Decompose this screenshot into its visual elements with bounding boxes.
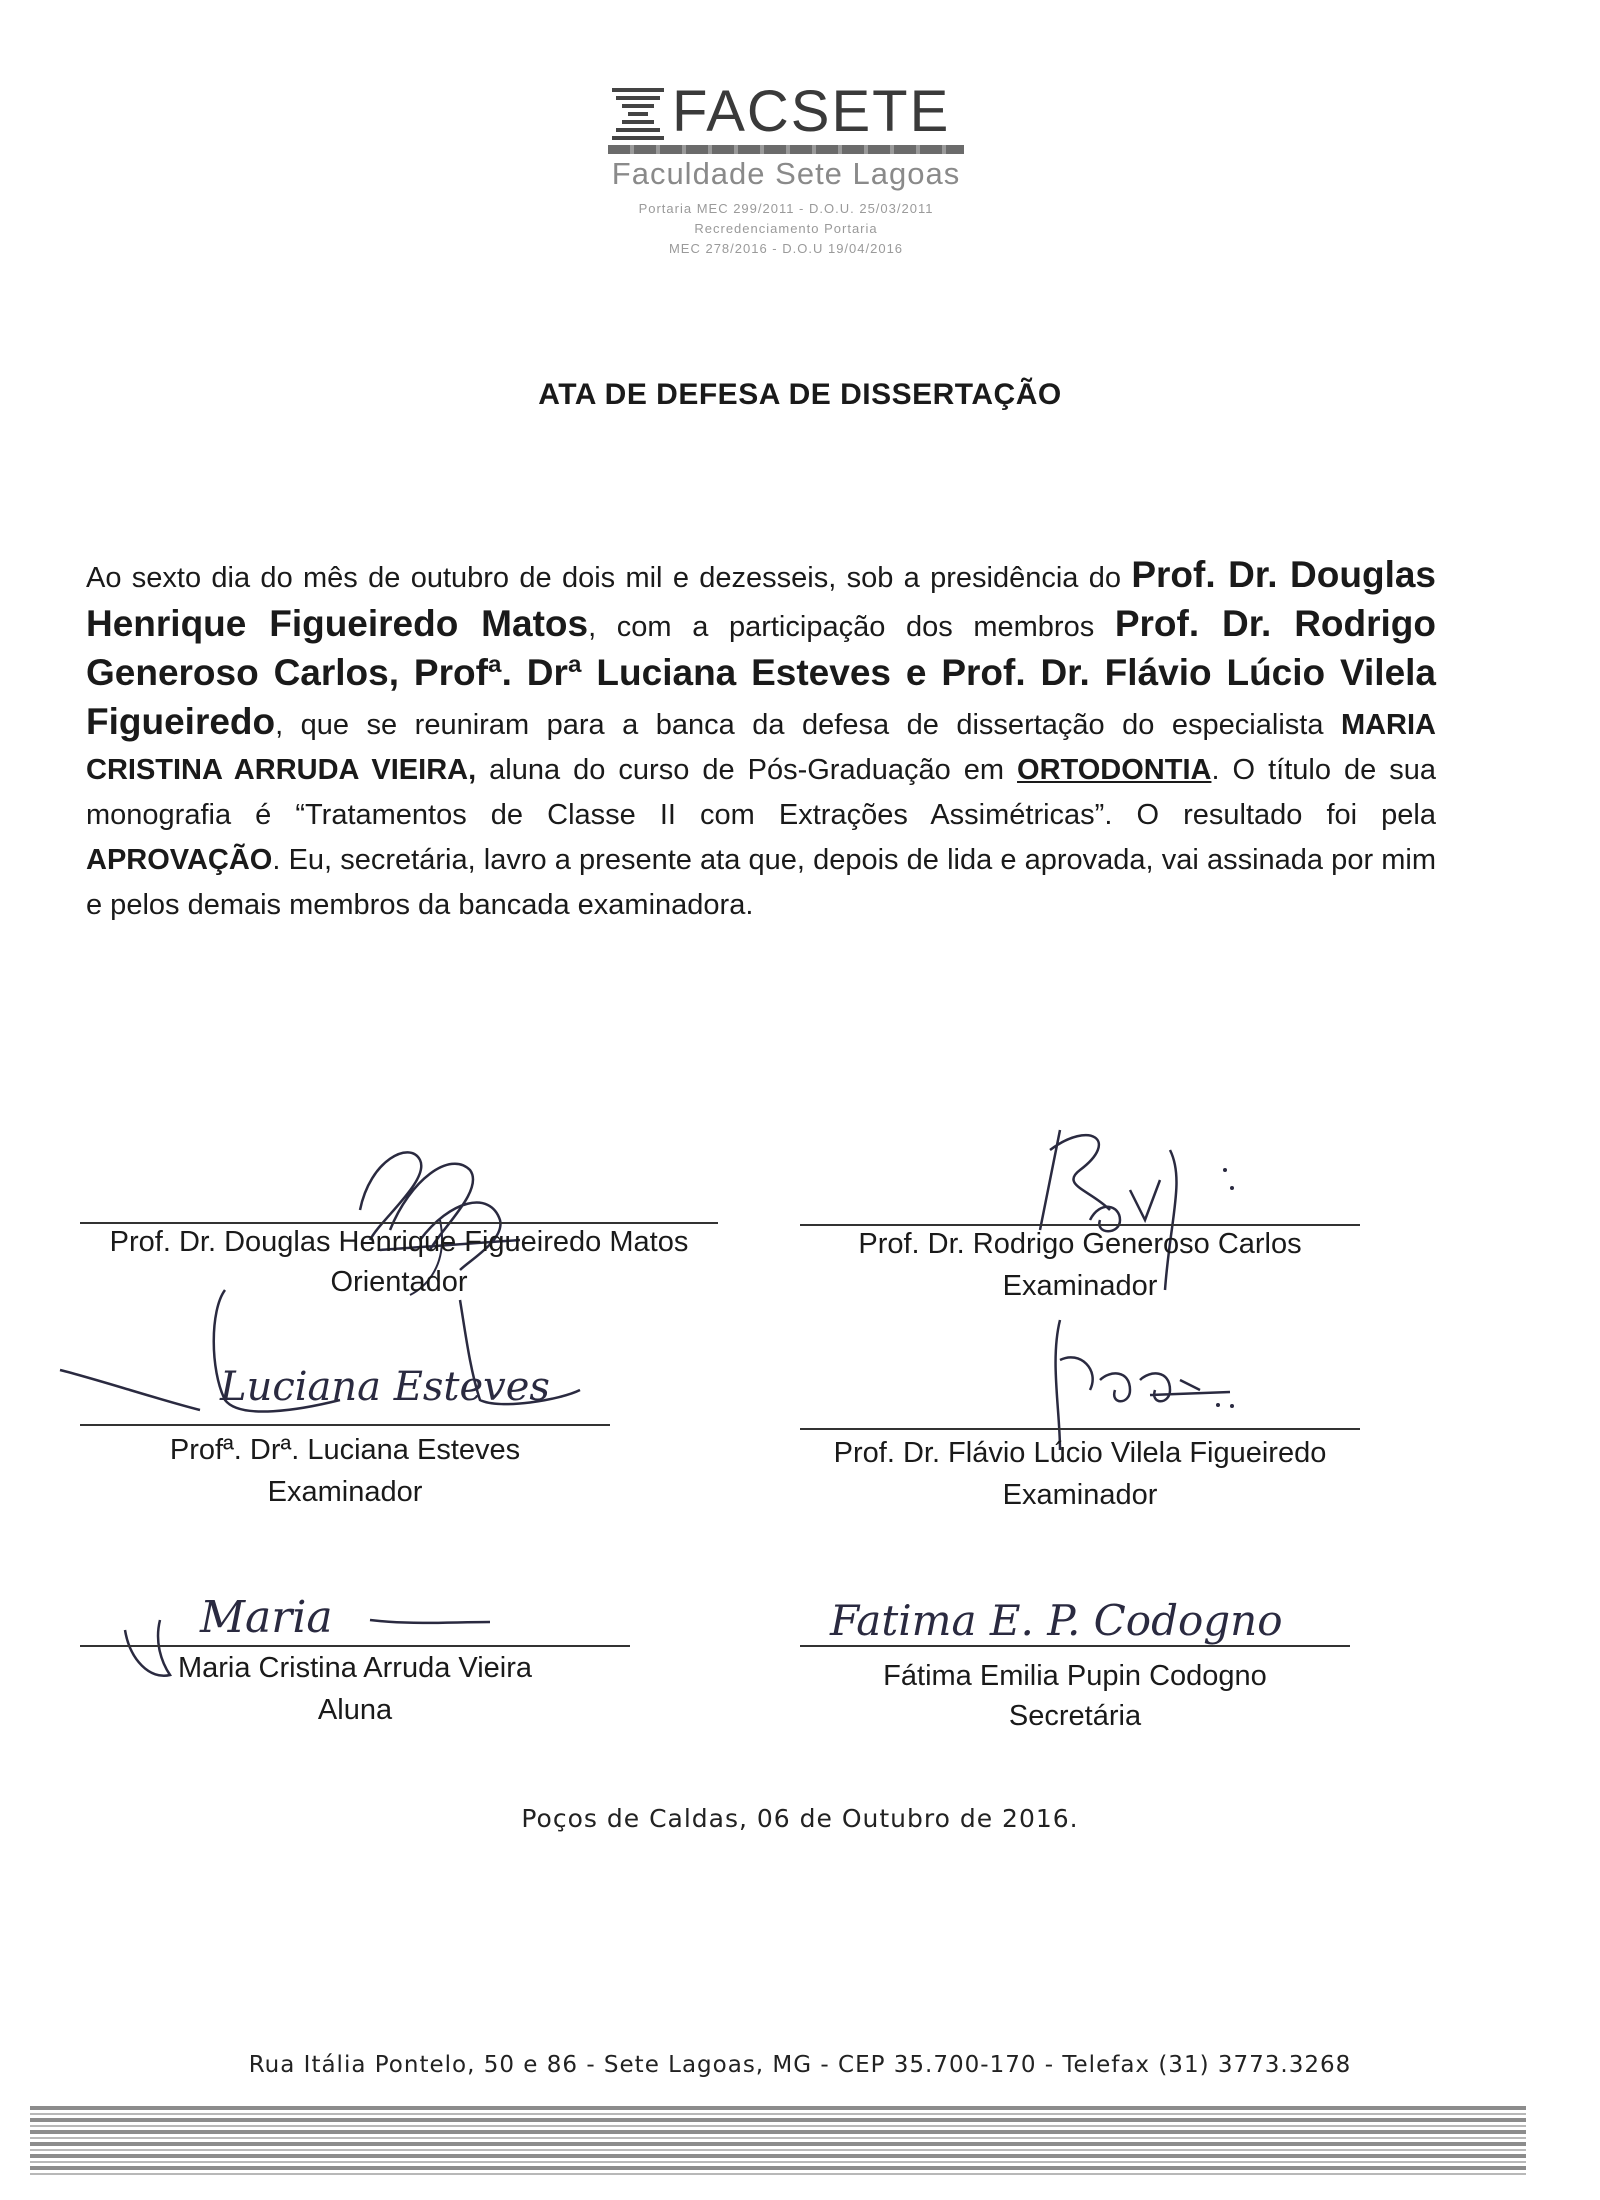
signature-line — [80, 1222, 718, 1224]
signature-text: Luciana Esteves — [220, 1364, 550, 1410]
signer-name: Prof. Dr. Rodrigo Generoso Carlos — [858, 1228, 1302, 1260]
text-segment: aluna do curso de Pós-Graduação em — [476, 754, 1018, 786]
signature-text: Fatima E. P. Codogno — [830, 1596, 1283, 1645]
handwritten-signature — [820, 1580, 1380, 1660]
signer-role: Examinador — [1002, 1270, 1158, 1302]
text-segment: Ao sexto dia do mês de outubro de dois mil e dezesseis, sob a presidência do — [86, 562, 1132, 594]
text-segment: , que se reuniram para a banca da defesa de dissertação do especialista — [275, 709, 1341, 741]
text-segment: . O título de sua monografia é “Tratamentos de Classe II com Extrações Assimétricas”. O resultado foi pela — [86, 754, 1437, 831]
signature-line — [80, 1424, 610, 1426]
signer-name: Prof. Dr. Flávio Lúcio Vilela Figueiredo — [833, 1437, 1327, 1469]
member-name: Profª. Drª Luciana Esteves — [413, 652, 891, 693]
result-value: APROVAÇÃO — [86, 844, 273, 876]
accreditation-line-2: Recredenciamento Portaria — [694, 221, 878, 236]
logo-subtitle: Faculdade Sete Lagoas — [611, 156, 961, 191]
signature-line — [800, 1224, 1360, 1226]
minutes-paragraph — [86, 552, 1436, 928]
signer-name: Maria Cristina Arruda Vieira — [177, 1652, 533, 1684]
signer-role: Aluna — [317, 1694, 393, 1726]
signer-role: Examinador — [267, 1476, 423, 1508]
member-name: Prof. Dr. Rodrigo Generoso Carlos — [86, 603, 1436, 693]
text-segment: . Eu, secretária, lavro a presente ata que, depois de lida e aprovada, vai assinada por mim e pelos demais membros da bancada examinadora. — [86, 844, 1436, 921]
signer-role: Secretária — [1008, 1700, 1142, 1732]
footer-address: Rua Itália Pontelo, 50 e 86 - Sete Lagoas, MG - CEP 35.700-170 - Telefax (31) 3773.3268 — [248, 2052, 1352, 2078]
signature-line — [800, 1645, 1350, 1647]
logo-divider-bar — [608, 145, 964, 154]
separator: , — [388, 652, 414, 693]
place-and-date: Poços de Caldas, 06 de Outubro de 2016. — [521, 1804, 1079, 1833]
student-name: MARIA CRISTINA ARRUDA VIEIRA, — [86, 709, 1436, 786]
signer-name: Fátima Emilia Pupin Codogno — [883, 1660, 1267, 1692]
separator: e — [891, 652, 942, 693]
member-name: Prof. Dr. Flávio Lúcio Vilela Figueiredo — [86, 652, 1436, 742]
text-segment: , com a participação dos membros — [588, 611, 1115, 643]
signer-name: Profª. Drª. Luciana Esteves — [169, 1434, 521, 1466]
institution-logo — [600, 78, 980, 278]
logo-name: FACSETE — [672, 79, 951, 144]
footer-decorative-stripes — [30, 2106, 1526, 2176]
signer-name: Prof. Dr. Douglas Henrique Figueiredo Matos — [109, 1226, 689, 1258]
accreditation-line-3: MEC 278/2016 - D.O.U 19/04/2016 — [668, 241, 904, 256]
accreditation-line-1: Portaria MEC 299/2011 - D.O.U. 25/03/2011 — [638, 201, 934, 216]
signature-line — [800, 1428, 1360, 1430]
course-name: ORTODONTIA — [1017, 754, 1212, 786]
signature-text: Maria — [200, 1592, 333, 1643]
document-title: ATA DE DEFESA DE DISSERTAÇÃO — [538, 378, 1062, 411]
signer-role: Orientador — [330, 1266, 468, 1298]
handwritten-signature — [40, 1270, 600, 1430]
signer-role: Examinador — [1002, 1479, 1158, 1511]
facsete-emblem-icon — [612, 84, 664, 142]
president-name: Prof. Dr. Douglas Henrique Figueiredo Matos — [86, 554, 1437, 644]
signature-line — [80, 1645, 630, 1647]
